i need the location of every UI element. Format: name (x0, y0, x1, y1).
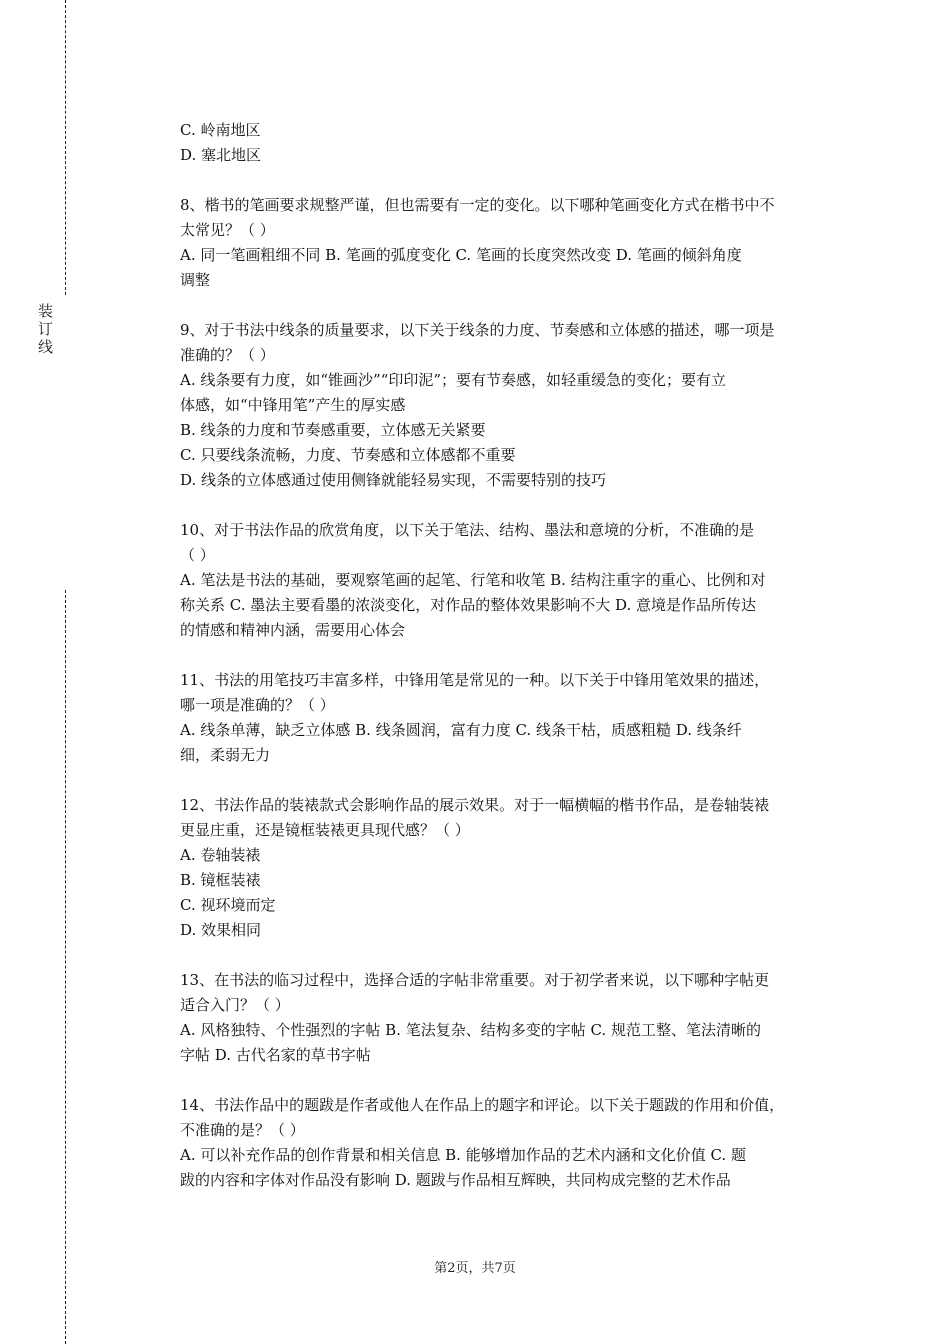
text-line: 的情感和精神内涵，需要用心体会 (180, 621, 406, 639)
binding-line-bottom (65, 590, 66, 1344)
text-line: A. 线条要有力度，如“锥画沙”“印印泥”；要有节奏感，如轻重缓急的变化；要有立 (180, 371, 727, 389)
text-line: （ ） (180, 546, 215, 564)
text-line: 适合入门？（ ） (180, 996, 290, 1014)
text-line: 细，柔弱无力 (180, 746, 271, 764)
text-line: 8、楷书的笔画要求规整严谨，但也需要有一定的变化。以下哪种笔画变化方式在楷书中不 (180, 196, 775, 214)
text-line: A. 可以补充作品的创作背景和相关信息 B. 能够增加作品的艺术内涵和文化价值 C. 题 (180, 1146, 746, 1164)
text-line: 哪一项是准确的？（ ） (180, 696, 335, 714)
question-11 (180, 668, 860, 768)
text-line: C. 岭南地区 (180, 121, 261, 139)
text-line: D. 线条的立体感通过使用侧锋就能轻易实现，不需要特别的技巧 (180, 471, 607, 489)
text-line: C. 视环境而定 (180, 896, 276, 914)
text-line: B. 线条的力度和节奏感重要，立体感无关紧要 (180, 421, 486, 439)
text-line: 体感，如“中锋用笔”产生的厚实感 (180, 396, 406, 414)
text-line: A. 同一笔画粗细不同 B. 笔画的弧度变化 C. 笔画的长度突然改变 D. 笔画的倾斜角度 (180, 246, 742, 264)
text-line: 13、在书法的临习过程中，选择合适的字帖非常重要。对于初学者来说，以下哪种字帖更 (180, 971, 770, 989)
text-line: 11、书法的用笔技巧丰富多样，中锋用笔是常见的一种。以下关于中锋用笔效果的描述， (180, 671, 770, 689)
text-line: 字帖 D. 古代名家的草书字帖 (180, 1046, 371, 1064)
text-line: 14、书法作品中的题跋是作者或他人在作品上的题字和评论。以下关于题跋的作用和价值， (180, 1096, 785, 1114)
text-line: A. 风格独特、个性强烈的字帖 B. 笔法复杂、结构多变的字帖 C. 规范工整、笔法清晰的 (180, 1021, 761, 1039)
question-7-options (180, 118, 860, 168)
text-line: 称关系 C. 墨法主要看墨的浓淡变化，对作品的整体效果影响不大 D. 意境是作品所传达 (180, 596, 757, 614)
question-9 (180, 318, 860, 493)
text-line: D. 塞北地区 (180, 146, 262, 164)
text-line: 调整 (180, 271, 211, 289)
text-line: 太常见？（ ） (180, 221, 275, 239)
text-line: A. 笔法是书法的基础，要观察笔画的起笔、行笔和收笔 B. 结构注重字的重心、比例和对 (180, 571, 766, 589)
question-10 (180, 518, 860, 643)
text-line: 跋的内容和字体对作品没有影响 D. 题跋与作品相互辉映，共同构成完整的艺术作品 (180, 1171, 731, 1189)
text-line: 10、对于书法作品的欣赏角度，以下关于笔法、结构、墨法和意境的分析，不准确的是 (180, 521, 755, 539)
binding-line-top (65, 0, 66, 295)
text-line: B. 镜框装裱 (180, 871, 261, 889)
binding-label: 装订线 (38, 302, 54, 356)
text-line: D. 效果相同 (180, 921, 262, 939)
question-13 (180, 968, 860, 1068)
text-line: 准确的？（ ） (180, 346, 275, 364)
text-line: 不准确的是？（ ） (180, 1121, 305, 1139)
question-content (180, 118, 860, 1218)
page-number: 第2页，共7页 (434, 1261, 516, 1276)
text-line: 更显庄重，还是镜框装裱更具现代感？（ ） (180, 821, 470, 839)
question-12 (180, 793, 860, 943)
text-line: 12、书法作品的装裱款式会影响作品的展示效果。对于一幅横幅的楷书作品，是卷轴装裱 (180, 796, 770, 814)
text-line: A. 卷轴装裱 (180, 846, 261, 864)
text-line: C. 只要线条流畅，力度、节奏感和立体感都不重要 (180, 446, 516, 464)
text-line: A. 线条单薄，缺乏立体感 B. 线条圆润，富有力度 C. 线条干枯，质感粗糙 D. 线条纤 (180, 721, 742, 739)
question-8 (180, 193, 860, 293)
text-line: 9、对于书法中线条的质量要求，以下关于线条的力度、节奏感和立体感的描述，哪一项是 (180, 321, 775, 339)
question-14 (180, 1093, 860, 1193)
